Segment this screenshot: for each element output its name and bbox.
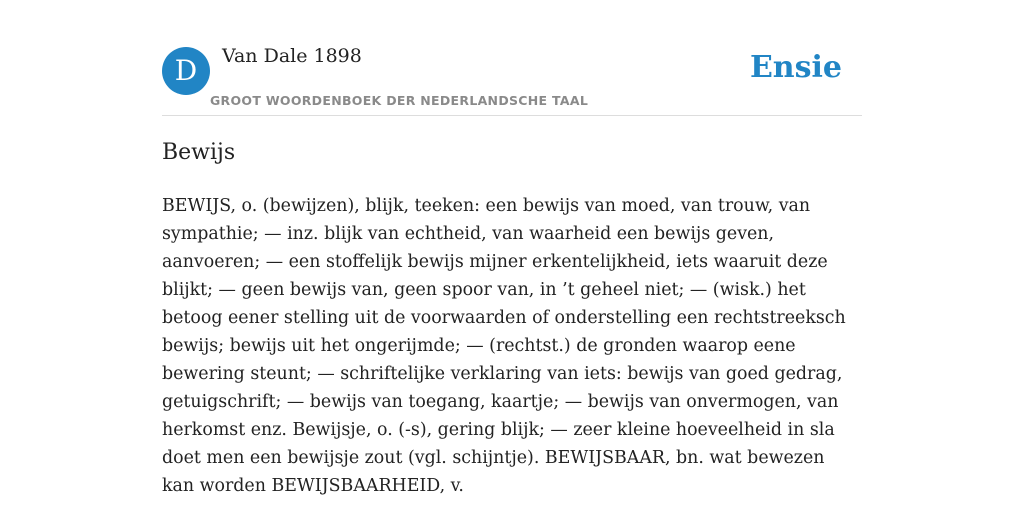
entry-definition: BEWIJS, o. (bewijzen), blijk, teeken: een bewijs van moed, van trouw, van sympathie; — inz. blijk van echtheid, van waarheid een bewijs geven, aanvoeren; — een stoffelijk bewijs mijner erkentelijkheid, iets waaruit deze blijkt; — geen bewijs van, geen spoor van, in ’t geheel niet; — (wisk.) het betoog eener stelling uit de voorwaarden of onderstelling een rechtstreeksch bewijs; bewijs uit het ongerijmde; — (rechtst.) de gronden waarop eene bewering steunt; — schriftelijke verklaring van iets: bewijs van goed gedrag, getuigschrift; — bewijs van toegang, kaartje; — bewijs van onvermogen, van herkomst enz. Bewijsje, o. (-s), gering blijk; — zeer kleine hoeveelheid in sla doet men een bewijsje zout (vgl. schijntje). BEWIJSBAAR, bn. wat bewezen kan worden BEWIJSBAARHEID, v. bbox=[162, 196, 846, 496]
source-title[interactable]: Van Dale 1898 bbox=[222, 45, 362, 67]
brand-logo[interactable]: Ensie bbox=[749, 50, 842, 85]
source-subtitle: GROOT WOORDENBOEK DER NEDERLANDSCHE TAAL bbox=[210, 93, 589, 108]
entry-card bbox=[162, 0, 862, 512]
source-logo[interactable]: D bbox=[162, 47, 210, 95]
header-divider bbox=[162, 115, 862, 116]
entry-headword: Bewijs bbox=[162, 140, 236, 165]
